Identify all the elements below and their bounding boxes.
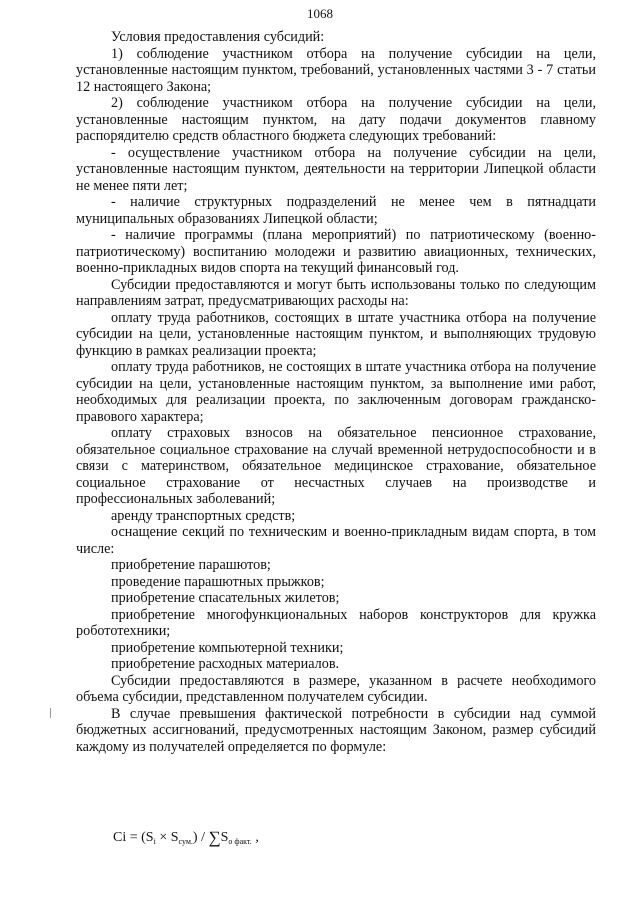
margin-mark	[50, 708, 51, 718]
paragraph: проведение парашютных прыжков;	[111, 573, 325, 590]
paragraph: - наличие структурных подразделений не менее чем в пятнадцати муниципальных образованиях Липецкой области;	[76, 194, 596, 227]
paragraph: Субсидии предоставляются и могут быть использованы только по следующим направлениям затрат, предусматривающих расходы на:	[76, 276, 596, 309]
paragraph: В случае превышения фактической потребности в субсидии над суммой бюджетных ассигнований, предусмотренных настоящим Законом, размер субсидий каждому из получателей определяется по формуле:	[76, 705, 596, 755]
formula-subscript-i: i	[153, 837, 156, 846]
formula-tail: ,	[251, 830, 259, 845]
formula-s: S	[220, 830, 229, 845]
paragraph: приобретение расходных материалов.	[111, 656, 340, 672]
document-body	[76, 29, 596, 755]
formula-subscript-sum: сум.	[178, 837, 193, 846]
paragraph: оснащение секций по техническим и военно-прикладным видам спорта, в том числе:	[76, 524, 596, 557]
formula-lhs: Ci = (S	[113, 830, 154, 845]
paragraph: приобретение многофункциональных наборов конструкторов для кружка робототехники;	[76, 606, 596, 639]
subsidy-formula	[113, 828, 259, 852]
paragraph: приобретение парашютов;	[111, 557, 271, 573]
paragraph: оплату труда работников, состоящих в штате участника отбора на получение субсидии на цели, установленные настоящим пунктом, и выполняющих трудовую функцию в рамках реализации проекта;	[76, 309, 596, 359]
page-number: 1068	[307, 6, 333, 21]
paragraph: Условия предоставления субсидий:	[111, 29, 325, 45]
paragraph: приобретение спасательных жилетов;	[111, 590, 340, 606]
paragraph: оплату страховых взносов на обязательное пенсионное страхование, обязательное социальное страхование на случай временной нетрудоспособности и в связи с материнством, обязательное медицинское страхование, обязательное социальное страхование от несчастных случаев на производстве и профессиональных заболеваний;	[76, 425, 596, 507]
paragraph: - наличие программы (плана мероприятий) по патриотическому (военно-патриотическому) воспитанию молодежи и развитию авиационных, технических, военно-прикладных видов спорта на текущий финансовый год.	[76, 227, 596, 276]
paragraph: 2) соблюдение участником отбора на получение субсидии на цели, установленные настоящим пунктом, на дату подачи документов главному распорядителю средств областного бюджета следующих требований:	[76, 95, 596, 144]
paragraph: оплату труда работников, не состоящих в штате участника отбора на получение субсидии на цели, установленные настоящим пунктом, за выполнение ими работ, необходимых для реализации проекта, по заключенным договорам гражданско-правового характера;	[76, 359, 596, 425]
paragraph: - осуществление участником отбора на получение субсидии на цели, установленные настоящим пунктом, деятельности на территории Липецкой области не менее пяти лет;	[76, 144, 596, 194]
paragraph: Субсидии предоставляются в размере, указанном в расчете необходимого объема субсидии, представленном получателем субсидии.	[76, 672, 596, 705]
paragraph: 1) соблюдение участником отбора на получение субсидии на цели, установленные настоящим пунктом, требований, установленных частями 3 - 7 статьи 12 настоящего Закона;	[76, 45, 596, 95]
summation-sign: ∑	[208, 828, 221, 847]
paragraph: приобретение компьютерной техники;	[111, 639, 344, 656]
formula-subscript-fact: о факт.	[228, 837, 252, 846]
formula-mid: ) /	[192, 830, 209, 845]
formula-times: × S	[155, 830, 179, 845]
paragraph: аренду транспортных средств;	[111, 507, 296, 524]
